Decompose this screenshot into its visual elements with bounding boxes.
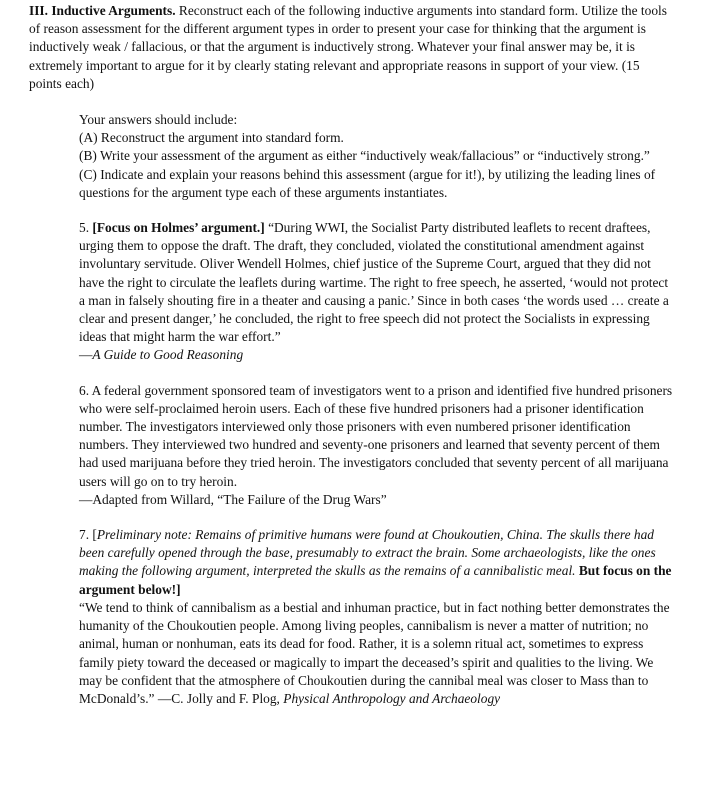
question-5-source-title: A Guide to Good Reasoning bbox=[92, 347, 244, 363]
question-5-source-dash: — bbox=[79, 347, 93, 363]
assignment-page bbox=[29, 2, 675, 708]
question-7-source-prefix: —C. Jolly and F. Plog, bbox=[157, 690, 284, 706]
answer-requirements bbox=[79, 111, 675, 202]
section-instructions bbox=[29, 2, 669, 93]
question-7-quote bbox=[79, 599, 675, 708]
section-heading: III. Inductive Arguments. bbox=[29, 3, 176, 18]
question-5-number: 5. bbox=[79, 220, 93, 236]
question-5-label: [Focus on Holmes’ argument.] bbox=[92, 220, 265, 236]
answer-item-c: (C) Indicate and explain your reasons behind this assessment (argue for it!), by utilizing the leading lines of questions for the argument type each of these arguments instantiates. bbox=[79, 166, 656, 200]
question-6 bbox=[79, 382, 675, 509]
question-7-preamble bbox=[79, 526, 675, 599]
answers-lead: Your answers should include: bbox=[79, 112, 238, 128]
question-5-source bbox=[79, 346, 675, 364]
question-6-source: —Adapted from Willard, “The Failure of the Drug Wars” bbox=[79, 491, 387, 507]
question-5-body bbox=[79, 219, 675, 346]
question-7 bbox=[79, 526, 675, 708]
answer-item-b: (B) Write your assessment of the argument as either “inductively weak/fallacious” or “inductively strong.” bbox=[79, 148, 650, 164]
answer-item-a: (A) Reconstruct the argument into standard form. bbox=[79, 130, 344, 146]
instructions-text: Reconstruct each of the following inductive arguments into standard form. Utilize the tools of reason assessment for the different argument types in order to present your case for thinking that the argument is inductively weak / fallacious, or that the argument is inductively strong. Whatever your final answer may be, it is extremely important to argue for it by clearly stating relevant and appropriate reasons in support of your view. (15 points each) bbox=[29, 3, 667, 91]
question-7-source-title: Physical Anthropology and Archaeology bbox=[283, 690, 501, 706]
question-5-text: “During WWI, the Socialist Party distributed leaflets to recent draftees, urging them to oppose the draft. The draft, they concluded, violated the constitutional amendment against involuntary servitude. Oliver Wendell Holmes, chief justice of the Supreme Court, argued that they did not have the right to circulate the leaflets during wartime. The right to free speech, he asserted, ‘would not protect a man in falsely shouting fire in a theater and causing a panic.’ Since in both cases ‘the words used … create a clear and present danger,’ he concluded, the right to free speech did not protect the Socialists in expressing ideas that might harm the war effort.” bbox=[79, 220, 669, 345]
question-6-text: 6. A federal government sponsored team of investigators went to a prison and identified five hundred prisoners who were self-proclaimed heroin users. Each of these five hundred prisoners had a prisoner identification number. The investigators interviewed only those prisoners with even numbered prisoner identification numbers. They interviewed two hundred and seventy-one prisoners and learned that seventy percent of them had used marijuana before they tried heroin. The investigators concluded that seventy percent of all marijuana users will go on to try heroin. bbox=[79, 382, 673, 489]
question-7-number: 7. [ bbox=[79, 527, 97, 543]
question-5 bbox=[79, 219, 675, 365]
question-7-focus: But focus on the argument below!] bbox=[79, 563, 672, 597]
question-7-note: Preliminary note: Remains of primitive humans were found at Choukoutien, China. The skulls there had been carefully opened through the base, presumably to extract the brain. Some archaeologists, like the ones making the following argument, interpreted the skulls as the remains of a cannibalistic meal. bbox=[79, 527, 656, 579]
question-7-quote-text: “We tend to think of cannibalism as a bestial and inhuman practice, but in fact nothing better demonstrates the humanity of the Choukoutien people. Among living peoples, cannibalism is never a matter of nutrition; no animal, human or nonhuman, eats its dead for food. Rather, it is a solemn ritual act, sometimes to express family piety toward the deceased or magically to impart the deceased’s spirit and qualities to the living. We may be confident that the atmosphere of Choukoutien during the cannibal meal was closer to Mass than to McDonald’s.” bbox=[79, 599, 670, 706]
